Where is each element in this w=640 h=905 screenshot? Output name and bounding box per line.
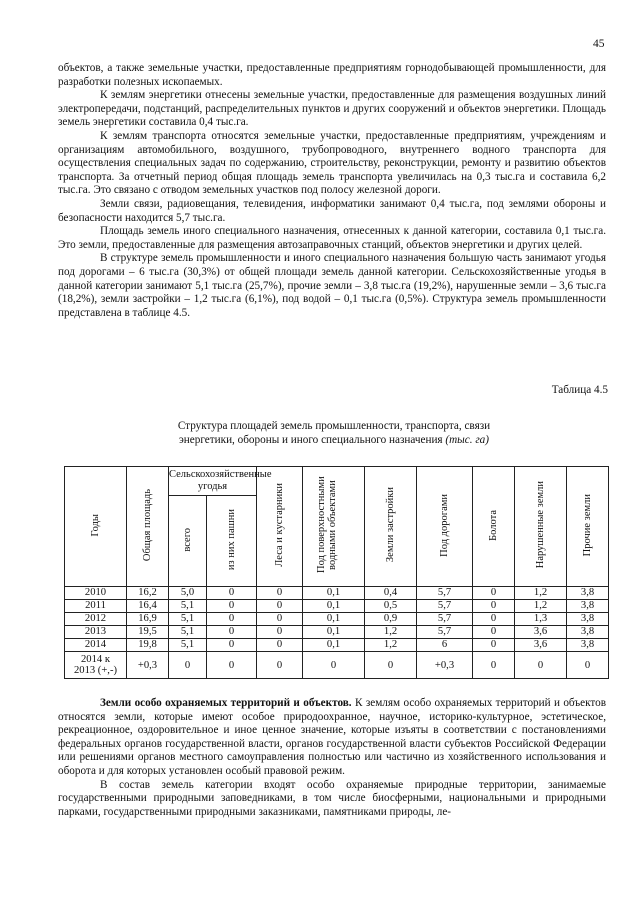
table-cell: 3,6 (515, 626, 567, 639)
table-cell: 1,2 (365, 639, 417, 652)
table-cell: +0,3 (127, 652, 169, 679)
table-cell: 0 (473, 652, 515, 679)
top-text-block (58, 62, 606, 320)
table-cell: 0 (473, 587, 515, 600)
table-row-change (65, 652, 609, 679)
table-cell: 1,3 (515, 613, 567, 626)
table-cell: 5,1 (169, 626, 207, 639)
table-cell: 6 (417, 639, 473, 652)
table-cell: 3,8 (567, 600, 609, 613)
table-cell: 3,8 (567, 626, 609, 639)
header-built: Земли застройки (365, 467, 417, 587)
page-number: 45 (593, 38, 605, 50)
year-cell: 2011 (65, 600, 127, 613)
header-agri-group: Сельскохозяйственные угодья (169, 467, 257, 496)
table-cell: 1,2 (515, 587, 567, 600)
table-title (60, 420, 608, 447)
table-cell: 0 (257, 613, 303, 626)
table-title-line2-text: энергетики, обороны и иного специального назначения (179, 433, 443, 446)
table-cell: 0 (473, 613, 515, 626)
header-swamps: Болота (473, 467, 515, 587)
year-cell: 2010 (65, 587, 127, 600)
table-cell: 16,4 (127, 600, 169, 613)
table-cell: 0 (207, 587, 257, 600)
table-cell: +0,3 (417, 652, 473, 679)
bottom-text-block (58, 697, 606, 819)
paragraph: К землям транспорта относятся земельные участки, предоставленные предприятиям, учреждениям и организациям автомобильного, воздушного, трубопроводного, внутреннего водного транспорта для осуществления специальных задач по содержанию, строительству, реконструкции, ремонту и развитию объектов транспорта. За отчетный период общая площадь земель транспорта увеличилась на 0,3 тыс.га и составила 6,2 тыс.га. Это связано с отводом земельных участков под полосу железной дороги. (58, 129, 606, 197)
table-body (65, 587, 609, 679)
header-other: Прочие земли (567, 467, 609, 587)
table-row (65, 600, 609, 613)
table-row (65, 639, 609, 652)
table-cell: 0 (257, 600, 303, 613)
table-cell: 0 (257, 652, 303, 679)
table-cell: 0,1 (303, 626, 365, 639)
year-cell: 2012 (65, 613, 127, 626)
header-year: Годы (65, 467, 127, 587)
table-cell: 0 (207, 626, 257, 639)
table-cell: 0 (207, 652, 257, 679)
table-cell: 0 (365, 652, 417, 679)
table-cell: 0,1 (303, 587, 365, 600)
table-units: (тыс. га) (445, 433, 489, 446)
header-agri-all: всего (169, 496, 207, 587)
table-title-line1: Структура площадей земель промышленности, транспорта, связи (177, 420, 491, 432)
table-cell: 0 (473, 600, 515, 613)
table-cell: 3,8 (567, 613, 609, 626)
table-cell: 3,8 (567, 639, 609, 652)
header-forest: Леса и кустарники (257, 467, 303, 587)
change-label-cell: 2014 к 2013 (+,-) (65, 652, 127, 679)
header-roads: Под дорогами (417, 467, 473, 587)
table-cell: 5,1 (169, 600, 207, 613)
table-cell: 0,5 (365, 600, 417, 613)
table-cell: 16,2 (127, 587, 169, 600)
table-cell: 0 (207, 600, 257, 613)
table-cell: 19,8 (127, 639, 169, 652)
table-cell: 16,9 (127, 613, 169, 626)
header-agri-arable: из них пашни (207, 496, 257, 587)
table-title-line2 (60, 434, 608, 448)
year-cell: 2014 (65, 639, 127, 652)
table-cell: 0,1 (303, 600, 365, 613)
header-disturbed: Нарушенные земли (515, 467, 567, 587)
table-cell: 19,5 (127, 626, 169, 639)
table-cell: 0 (257, 587, 303, 600)
table-cell: 0,1 (303, 639, 365, 652)
table-cell: 0,9 (365, 613, 417, 626)
table-row (65, 613, 609, 626)
paragraph: объектов, а также земельные участки, предоставленные предприятиям горнодобывающей промышленности, для разработки полезных ископаемых. (58, 62, 606, 88)
paragraph: К землям энергетики отнесены земельные участки, предоставленные для размещения воздушных линий электропередачи, подстанций, распределительных пунктов и других сооружений и объектов энергетики. Площадь земель энергетики составила 0,4 тыс.га. (58, 89, 606, 129)
table-cell: 3,8 (567, 587, 609, 600)
table-cell: 5,1 (169, 613, 207, 626)
table-cell: 5,1 (169, 639, 207, 652)
table-row (65, 587, 609, 600)
table-cell: 0 (207, 639, 257, 652)
table-cell: 0 (207, 613, 257, 626)
table-cell: 5,7 (417, 626, 473, 639)
paragraph (58, 697, 606, 779)
section-heading: Земли особо охраняемых территорий и объектов. (100, 697, 352, 709)
paragraph: Площадь земель иного специального назначения, отнесенных к данной категории, составила 0,1 тыс.га. Это земли, предоставленные для размещения автозаправочных станций, объектов энергетики и других целей. (58, 225, 606, 251)
table-caption: Таблица 4.5 (551, 384, 608, 396)
table-cell: 0 (515, 652, 567, 679)
table-cell: 1,2 (515, 600, 567, 613)
table-row (65, 626, 609, 639)
table-cell: 5,7 (417, 600, 473, 613)
paragraph: Земли связи, радиовещания, телевидения, информатики занимают 0,4 тыс.га, под землями обороны и безопасности находится 5,7 тыс.га. (58, 197, 606, 224)
table-cell: 0,1 (303, 613, 365, 626)
table-cell: 1,2 (365, 626, 417, 639)
header-total: Общая площадь (127, 467, 169, 587)
table-cell: 0 (303, 652, 365, 679)
paragraph-body: К землям особо охраняемых территорий и объектов относятся земли, которые имеют особое природоохранное, научное, историко-культурное, эстетическое, рекреационное, оздоровительное и иное ценное значение, которые изъяты в соответствии с постановлениями федеральных органов государственной власти, органов государственной власти субъектов Российской Федерации или решениями органов местного самоуправления полностью или частично из хозяйственного использования и оборота и для которых установлен особый правовой режим. (58, 697, 606, 777)
paragraph: В структуре земель промышленности и иного специального назначения большую часть занимают угодья под дорогами – 6 тыс.га (30,3%) от общей площади земель данной категории. Сельскохозяйственные угодья в данной категории занимают 5,1 тыс.га (25,7%), прочие земли – 3,8 тыс.га (19,2%), нарушенные земли – 3,6 тыс.га (18,2%), земли застройки – 1,2 тыс.га (6,1%), под водой – 0,1 тыс.га (0,5%). Структура земель промышленности представлена в таблице 4.5. (58, 252, 606, 319)
table-cell: 0 (257, 626, 303, 639)
header-water: Под поверхностными водными объектами (303, 467, 365, 587)
table-cell: 0,4 (365, 587, 417, 600)
year-cell: 2013 (65, 626, 127, 639)
table-cell: 0 (257, 639, 303, 652)
table-cell: 3,6 (515, 639, 567, 652)
table-cell: 0 (169, 652, 207, 679)
land-structure-table (64, 466, 609, 679)
table-cell: 0 (473, 639, 515, 652)
table-cell: 5,0 (169, 587, 207, 600)
table-cell: 5,7 (417, 613, 473, 626)
paragraph: В состав земель категории входят особо охраняемые природные территории, занимаемые государственными природными заповедниками, в том числе биосферными, национальными и природными парками, государственными природными заказниками, памятниками природы, ле- (58, 778, 606, 818)
table-cell: 0 (473, 626, 515, 639)
table-cell: 0 (567, 652, 609, 679)
table-cell: 5,7 (417, 587, 473, 600)
